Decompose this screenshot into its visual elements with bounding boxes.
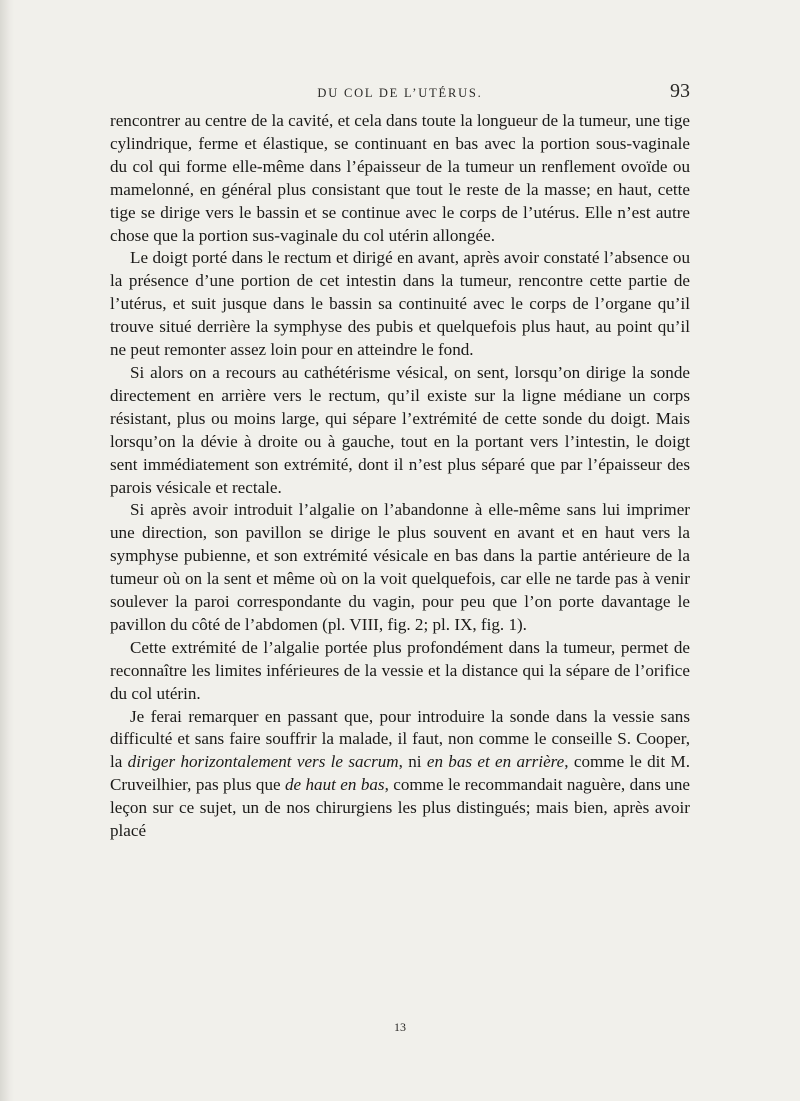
paragraph-3-text: Si alors on a recours au cathétérisme vésical, on sent, lorsqu’on dirige la sonde directement en arrière vers le rectum, qu’il existe sur la ligne médiane un corps résistant, plus ou moins large, qui sépare l’extrémité de cette sonde du doigt. Mais lorsqu’on la dévie à droite ou à gauche, tout en la portant vers l’intestin, le doigt sent immédiatement son extrémité, dont il n’est plus séparé que par l’épaisseur des parois vésicale et rectale. [110, 362, 690, 497]
signature-mark: 13 [394, 1020, 406, 1034]
paragraph-6-italic-1: diriger horizontalement vers le sacrum [127, 752, 399, 772]
body-text [110, 110, 690, 843]
paragraph-6-italic-3: de haut en bas [284, 775, 385, 795]
paragraph-2-text: Le doigt porté dans le rectum et dirigé en avant, après avoir constaté l’absence ou la présence d’une portion de cet intestin dans la tumeur, rencontre cette partie de l’utérus, et suit jusque dans le bassin sa continuité avec le corps de l’organe qu’il trouve situé derrière la symphyse des pubis et quelquefois plus haut, au point qu’il ne peut remonter assez loin pour en atteindre le fond. [110, 248, 690, 360]
paragraph-2 [110, 247, 690, 362]
running-title: DU COL DE L’UTÉRUS. [317, 86, 483, 100]
paragraph-5-text: Cette extrémité de l’algalie portée plus profondément dans la tumeur, permet de reconnaître les limites inférieures de la vessie et la distance qui la sépare de l’orifice du col utérin. [110, 637, 690, 703]
paragraph-6 [110, 706, 690, 843]
paragraph-6-text: Je ferai remarquer en passant que, pour introduire la sonde dans la vessie sans difficulté et sans faire souffrir la malade, il faut, non comme le conseille S. Cooper, la [110, 706, 690, 772]
paragraph-4 [110, 499, 690, 636]
paragraph-6-text-3: , comme le dit M. Cruveilhier, pas plus que [110, 752, 690, 795]
page-edge-shadow [0, 0, 14, 1101]
paragraph-6-italic-2: en bas et en arrière [426, 752, 565, 772]
paragraph-5 [110, 637, 690, 706]
paragraph-1 [110, 110, 690, 247]
paragraph-1-text: rencontrer au centre de la cavité, et cela dans toute la longueur de la tumeur, une tige cylindrique, ferme et élastique, se continuant en bas avec la portion sous-vaginale du col qui forme elle-même dans l’épaisseur de la tumeur un renflement ovoïde ou mamelonné, en général plus consistant que tout le reste de la masse; en haut, cette tige se dirige vers le bassin et se continue avec le corps de l’utérus. Elle n’est autre chose que la portion sus-vaginale du col utérin allongée. [110, 111, 690, 245]
page-number: 93 [670, 80, 690, 102]
paragraph-6-text-4: , comme le recommandait naguère, dans une leçon sur ce sujet, un de nos chirurgiens les plus distingués; mais bien, après avoir placé [110, 775, 691, 841]
paragraph-6-text-2: , ni [398, 752, 427, 772]
paragraph-3 [110, 362, 690, 499]
paragraph-4-text: Si après avoir introduit l’algalie on l’abandonne à elle-même sans lui imprimer une direction, son pavillon se dirige le plus souvent en avant et en haut vers la symphyse pubienne, et son extrémité vésicale en bas dans la partie antérieure de la tumeur où on la sent et même où on la voit quelquefois, car elle ne tarde pas à venir soulever la paroi correspondante du vagin, pour peu que l’on porte davantage le pavillon du côté de l’abdomen (pl. VIII, fig. 2; pl. IX, fig. 1). [110, 500, 690, 634]
running-head [110, 80, 690, 110]
